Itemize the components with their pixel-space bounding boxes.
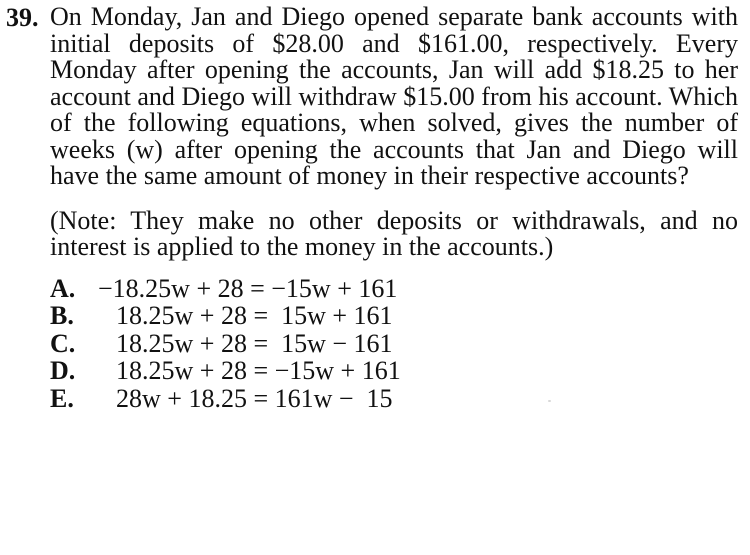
choice-expression: −18.25w + 28 = −15w + 161 bbox=[98, 273, 398, 303]
answer-choice-b bbox=[50, 302, 738, 330]
choice-expression: 18.25w + 28 = 15w + 161 bbox=[116, 301, 393, 330]
question-number: 39. bbox=[6, 3, 39, 32]
answer-choice-c bbox=[50, 330, 738, 358]
choice-letter: E. bbox=[50, 383, 74, 413]
answer-choice-d bbox=[50, 357, 738, 385]
choice-letter: A. bbox=[50, 273, 76, 303]
question-block bbox=[6, 4, 738, 412]
question-note: (Note: They make no other deposits or withdrawals, and no interest is applied to the money in the accounts.) bbox=[50, 205, 738, 261]
choice-expression: 18.25w + 28 = −15w + 161 bbox=[116, 356, 401, 385]
choice-letter: C. bbox=[50, 328, 76, 358]
choice-letter: B. bbox=[50, 301, 74, 330]
answer-choices bbox=[50, 275, 738, 413]
choice-expression: 18.25w + 28 = 15w − 161 bbox=[116, 328, 393, 358]
answer-choice-a bbox=[50, 275, 738, 303]
question-stem: On Monday, Jan and Diego opened separate bank accounts with initial deposits of $28.00 and $161.00, respectively. Every Monday after opening the accounts, Jan will add $18.25 to her account and Diego will withdraw $15.00 from his account. Which of the following equations, when solved, gives the number of weeks (w) after opening the accounts that Jan and Diego will have the same amount of money in their respective accounts? bbox=[50, 2, 738, 190]
choice-letter: D. bbox=[50, 356, 76, 385]
choice-expression: 28w + 18.25 = 161w − 15 bbox=[116, 383, 393, 413]
scan-speck bbox=[548, 400, 551, 402]
answer-choice-e bbox=[50, 385, 738, 413]
